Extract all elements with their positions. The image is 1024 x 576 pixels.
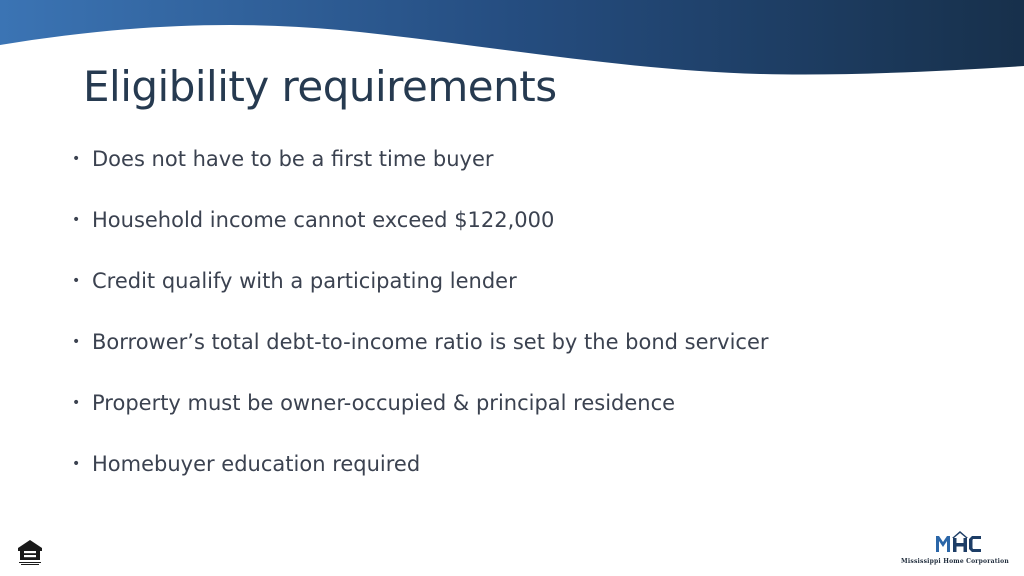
equal-housing-opportunity-icon (16, 538, 44, 566)
organization-caption: Mississippi Home Corporation (901, 558, 1009, 565)
bullet-list (72, 144, 769, 510)
bullet-marker: • (72, 334, 81, 350)
bullet-text: Property must be owner-occupied & principal residence (92, 391, 676, 415)
list-item (72, 327, 769, 388)
list-item (72, 205, 769, 266)
list-item (72, 144, 769, 205)
bullet-marker: • (72, 456, 81, 472)
bullet-marker: • (72, 151, 81, 167)
bullet-marker: • (72, 273, 81, 289)
bullet-marker: • (72, 395, 81, 411)
list-item (72, 266, 769, 327)
slide-title: Eligibility requirements (83, 62, 557, 111)
bullet-text: Credit qualify with a participating lender (92, 269, 517, 293)
bullet-text: Household income cannot exceed $122,000 (92, 208, 555, 232)
bullet-marker: • (72, 212, 81, 228)
list-item (72, 388, 769, 449)
bullet-text: Does not have to be a first time buyer (92, 147, 494, 171)
list-item (72, 449, 769, 510)
bullet-text: Homebuyer education required (92, 452, 421, 476)
bullet-text: Borrower’s total debt-to-income ratio is set by the bond servicer (92, 330, 769, 354)
